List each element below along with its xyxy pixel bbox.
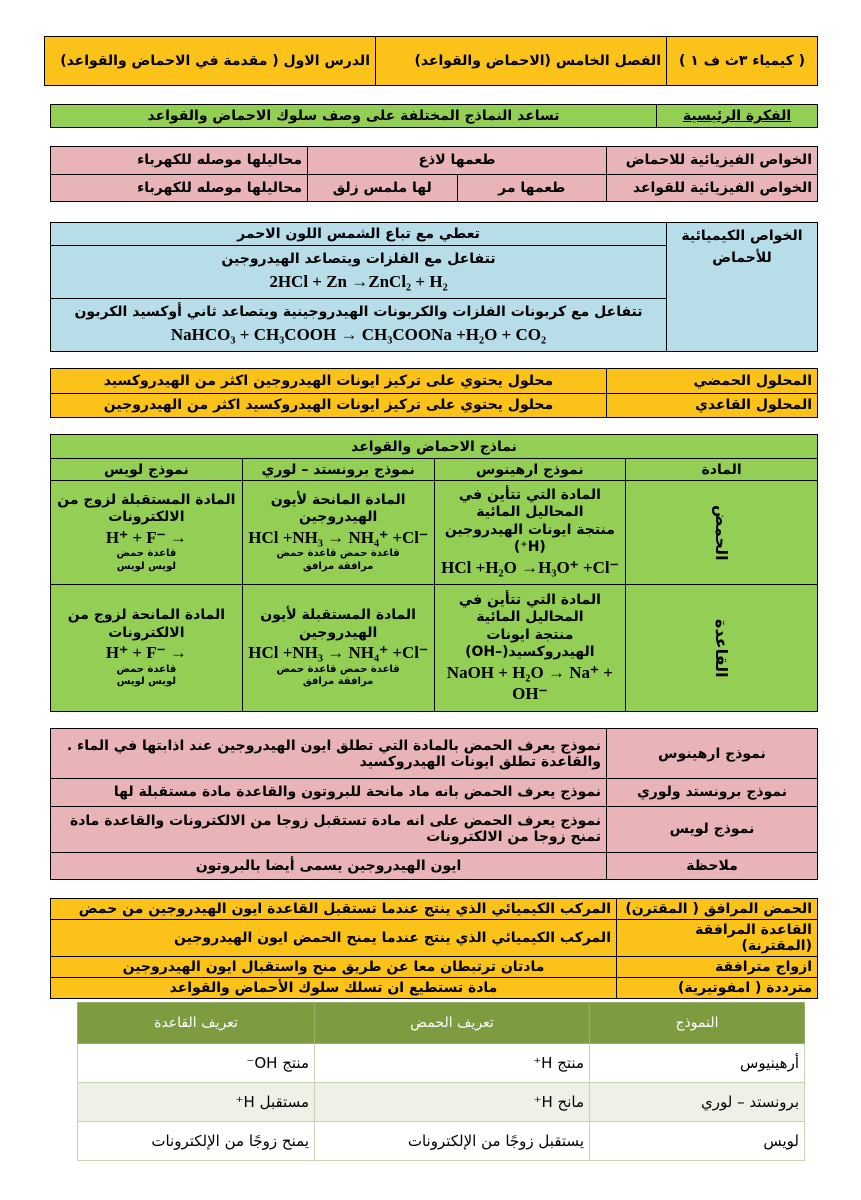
chemical-line1: تعطي مع تباع الشمس اللون الاحمر xyxy=(51,223,667,246)
bronsted-label: نموذج برونستد ولوري xyxy=(607,779,818,807)
col-bronsted: نموذج برونستد – لوري xyxy=(242,459,434,481)
definitions-table xyxy=(50,728,818,880)
base-bronsted-small2: مرافقة مرافق xyxy=(302,676,374,688)
acid-lewis-eq: H⁺ + F⁻ → xyxy=(105,527,187,547)
acid-arrhenius-line2: منتجة ايونات الهيدروجين (H⁺) xyxy=(444,521,615,556)
main-idea-text: تساعد النماذج المختلفة على وصف سلوك الاحماض والقواعد xyxy=(51,105,657,128)
col-arrhenius: نموذج ارهينوس xyxy=(434,459,626,481)
models-title: نماذج الاحماض والقواعد xyxy=(51,435,818,459)
acid-bronsted-eq: HCl +NH₃ → NH₄⁺ +Cl⁻ xyxy=(248,527,428,547)
base-arrhenius-eq: NaOH + H₂O → Na⁺ + OH⁻ xyxy=(446,662,613,703)
acids-physical-label: الخواص الفيزيائية للاحماض xyxy=(607,147,818,175)
table-row xyxy=(78,1044,805,1083)
header-table xyxy=(44,36,818,86)
acid-row-label: الحمض xyxy=(626,481,818,585)
conj-base-label: القاعدة المرافقة (المقترنة) xyxy=(617,920,818,957)
base-arrhenius-line1: المادة التي تتأين في المحاليل المائية xyxy=(458,591,601,626)
lewis-text: نموذج يعرف الحمض على انه مادة تستقبل زوجا من الالكترونات والقاعدة مادة تمنح زوجا من الالكترونات xyxy=(51,806,607,852)
base-arrhenius-line2: منتجة ايونات الهيدروكسيد(–OH) xyxy=(465,626,595,661)
conj-acid-text: المركب الكيميائي الذي ينتج عندما تستقبل القاعدة ايون الهيدروجين من حمض xyxy=(51,899,617,920)
summary-acid: مانح H⁺ xyxy=(315,1083,590,1122)
summary-table xyxy=(77,1002,805,1161)
acid-bronsted-line1: المادة المانحة لأيون الهيدروجين xyxy=(270,491,406,526)
base-row-label: القاعدة xyxy=(626,585,818,712)
main-idea-label: الفكرة الرئيسية xyxy=(682,108,792,124)
table-row xyxy=(78,1122,805,1161)
summary-header-base: تعريف القاعدة xyxy=(78,1003,315,1044)
base-bronsted-eq: HCl +NH₃ → NH₄⁺ +Cl⁻ xyxy=(248,643,428,663)
acid-lewis-line1: المادة المستقبلة لزوج من الالكترونات xyxy=(57,491,236,526)
conjugates-table xyxy=(50,898,818,999)
chemical-line3: تتفاعل مع كربونات الفلزات والكربونات الهيدروجينية ويتصاعد ثاني أوكسيد الكربون xyxy=(74,304,643,321)
bases-conduct: محاليلها موصله للكهرباء xyxy=(51,174,308,202)
chemical-line2: تتفاعل مع الفلزات ويتصاعد الهيدروجين xyxy=(221,251,496,268)
summary-base: منتج OH⁻ xyxy=(78,1044,315,1083)
summary-model: لويس xyxy=(590,1122,805,1161)
main-idea-table xyxy=(50,104,818,128)
base-lewis-small1: قاعدة حمض xyxy=(116,663,177,675)
chemical-label: الخواص الكيميائية للأحماض xyxy=(667,223,818,352)
basic-text: محلول يحتوي على تركيز ايونات الهيدروكسيد اكثر من الهيدروجين xyxy=(51,393,607,418)
acid-bronsted-small2: مرافقة مرافق xyxy=(302,560,374,572)
summary-header-model: النموذج xyxy=(590,1003,805,1044)
note-label: ملاحظة xyxy=(607,852,818,880)
chemical-properties-table xyxy=(50,222,818,352)
course-title: ( كيمياء ٣ث ف ١ ) xyxy=(667,37,818,86)
pairs-text: مادتان ترتبطان معا عن طريق منح واستقبال ايون الهيدروجين xyxy=(51,957,617,978)
physical-properties-table xyxy=(50,146,818,202)
lewis-label: نموذج لويس xyxy=(607,806,818,852)
note-text: ايون الهيدروجين يسمى أيضا بالبروتون xyxy=(51,852,607,880)
summary-model: برونستد – لوري xyxy=(590,1083,805,1122)
models-table xyxy=(50,434,818,712)
amph-text: مادة تستطيع ان تسلك سلوك الأحماض والقواعد xyxy=(51,978,617,999)
summary-base: يمنح زوجًا من الإلكترونات xyxy=(78,1122,315,1161)
bronsted-text: نموذج يعرف الحمض بانه ماد مانحة للبروتون والقاعدة مادة مستقبلة لها xyxy=(51,779,607,807)
table-row xyxy=(78,1083,805,1122)
basic-label: المحلول القاعدي xyxy=(607,393,818,418)
col-lewis: نموذج لويس xyxy=(51,459,243,481)
acids-conduct: محاليلها موصله للكهرباء xyxy=(51,147,308,175)
summary-header-acid: تعريف الحمض xyxy=(315,1003,590,1044)
conj-base-text: المركب الكيميائي الذي ينتج عندما يمنح الحمض ايون الهيدروجين xyxy=(51,920,617,957)
amph-label: مترددة ( امفوتيرية) xyxy=(617,978,818,999)
acid-bronsted-small1: قاعدة حمض قاعدة حمض xyxy=(276,548,400,560)
base-bronsted-line1: المادة المستقبلة لأيون الهيدروجين xyxy=(260,607,416,641)
base-lewis-small2: لويس لويس xyxy=(116,676,177,688)
base-lewis-eq: H⁺ + F⁻ → xyxy=(105,643,187,663)
acid-arrhenius-line1: المادة التي تتأين في المحاليل المائية xyxy=(458,486,601,521)
arrhenius-text: نموذج يعرف الحمض بالمادة التي تطلق ايون الهيدروجين عند اذابتها في الماء . والقاعدة تطلق ايونات الهيدروكسيد xyxy=(51,729,607,779)
bases-physical-label: الخواص الفيزيائية للقواعد xyxy=(607,174,818,202)
summary-base: مستقبل H⁺ xyxy=(78,1083,315,1122)
summary-model: أرهينيوس xyxy=(590,1044,805,1083)
acid-lewis-small1: قاعدة حمض xyxy=(116,548,177,560)
lesson-title: الدرس الاول ( مقدمة في الاحماض والقواعد) xyxy=(45,37,376,86)
acidic-label: المحلول الحمضي xyxy=(607,369,818,394)
chapter-title: الفصل الخامس (الاحماض والقواعد) xyxy=(376,37,667,86)
chemical-eq2: NaHCO₃ + CH₃COOH → CH₃COONa +H₂O + CO₂ xyxy=(170,324,547,344)
conj-acid-label: الحمض المرافق ( المقترن) xyxy=(617,899,818,920)
acid-arrhenius-eq: HCl +H₂O →H₃O⁺ +Cl⁻ xyxy=(441,557,619,577)
summary-acid: منتج H⁺ xyxy=(315,1044,590,1083)
acids-taste: طعمها لاذع xyxy=(308,147,607,175)
bases-taste: طعمها مر xyxy=(457,174,607,202)
acidic-text: محلول يحتوي على تركيز ايونات الهيدروجين اكثر من الهيدروكسيد xyxy=(51,369,607,394)
chemical-eq1: 2HCl + Zn →ZnCl₂ + H₂ xyxy=(269,271,448,291)
summary-acid: يستقبل زوجًا من الإلكترونات xyxy=(315,1122,590,1161)
solutions-table xyxy=(50,368,818,418)
pairs-label: ازواج مترافقة xyxy=(617,957,818,978)
acid-lewis-small2: لويس لويس xyxy=(116,560,177,572)
bases-feel: لها ملمس زلق xyxy=(308,174,458,202)
base-lewis-line1: المادة المانحة لزوج من الالكترونات xyxy=(67,607,226,641)
arrhenius-label: نموذج ارهينوس xyxy=(607,729,818,779)
base-bronsted-small1: قاعدة حمض قاعدة حمض xyxy=(276,663,400,675)
col-substance: المادة xyxy=(626,459,818,481)
